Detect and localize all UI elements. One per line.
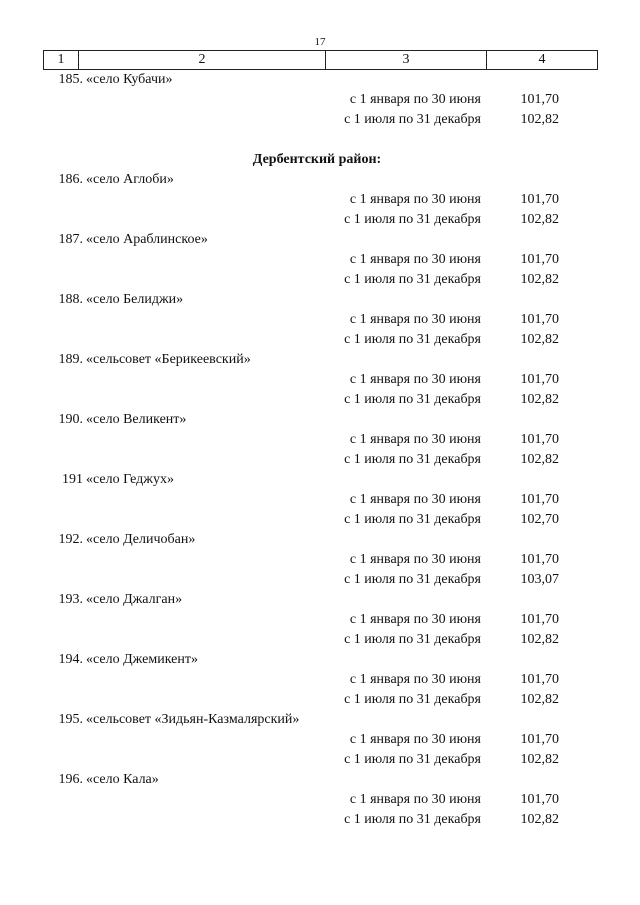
period-row (43, 370, 603, 390)
period-value: 103,07 (520, 572, 559, 587)
settlement-name: «село Араблинское» (86, 232, 208, 247)
table-body (43, 70, 603, 830)
list-item (43, 470, 603, 530)
period-row (43, 90, 603, 110)
period-value: 102,70 (520, 512, 559, 527)
period-row (43, 570, 603, 590)
period-label: с 1 июля по 31 декабря (344, 332, 481, 347)
header-col-1: 1 (44, 51, 79, 69)
period-row (43, 550, 603, 570)
entry-number: 185. (58, 72, 83, 87)
period-value: 102,82 (520, 392, 559, 407)
settlement-name: «село Деличобан» (86, 532, 196, 547)
period-value: 101,70 (520, 612, 559, 627)
period-row (43, 790, 603, 810)
entry-row (43, 290, 603, 310)
period-label: с 1 января по 30 июня (349, 372, 481, 387)
period-label: с 1 января по 30 июня (349, 312, 481, 327)
period-row (43, 210, 603, 230)
period-value: 101,70 (520, 252, 559, 267)
period-value: 101,70 (520, 672, 559, 687)
list-item (43, 170, 603, 230)
period-value: 102,82 (520, 752, 559, 767)
period-label: с 1 июля по 31 декабря (344, 512, 481, 527)
list-item (43, 290, 603, 350)
period-label: с 1 января по 30 июня (349, 612, 481, 627)
entry-number: 191 (62, 472, 83, 487)
period-value: 101,70 (520, 552, 559, 567)
period-row (43, 510, 603, 530)
period-label: с 1 июля по 31 декабря (344, 572, 481, 587)
settlement-name: «село Кубачи» (86, 72, 173, 87)
period-value: 101,70 (520, 732, 559, 747)
period-value: 101,70 (520, 192, 559, 207)
entry-number: 189. (58, 352, 83, 367)
period-label: с 1 января по 30 июня (349, 552, 481, 567)
settlement-name: «сельсовет «Берикеевский» (86, 352, 251, 367)
period-value: 102,82 (520, 332, 559, 347)
period-label: с 1 января по 30 июня (349, 192, 481, 207)
period-label: с 1 января по 30 июня (349, 672, 481, 687)
entries-list (43, 170, 603, 830)
entry-number: 186. (58, 172, 83, 187)
period-row (43, 310, 603, 330)
period-label: с 1 июля по 31 декабря (344, 752, 481, 767)
entry-row (43, 470, 603, 490)
list-item (43, 350, 603, 410)
header-col-3: 3 (326, 51, 487, 69)
period-label: с 1 января по 30 июня (349, 732, 481, 747)
period-value: 102,82 (520, 112, 559, 127)
settlement-name: «сельсовет «Зидьян-Казмалярский» (86, 712, 300, 727)
entry-row (43, 710, 603, 730)
settlement-name: «село Белиджи» (86, 292, 184, 307)
period-row (43, 610, 603, 630)
period-row (43, 750, 603, 770)
period-label: с 1 января по 30 июня (349, 252, 481, 267)
period-row (43, 670, 603, 690)
entry-number: 190. (58, 412, 83, 427)
entry-number: 188. (58, 292, 83, 307)
period-label: с 1 июля по 31 декабря (344, 812, 481, 827)
period-label: с 1 января по 30 июня (349, 432, 481, 447)
entry-row (43, 70, 603, 90)
period-label: с 1 января по 30 июня (349, 492, 481, 507)
period-value: 101,70 (520, 372, 559, 387)
period-row (43, 270, 603, 290)
period-row (43, 330, 603, 350)
period-value: 102,82 (520, 212, 559, 227)
page-number: 17 (314, 36, 326, 48)
period-value: 101,70 (520, 92, 559, 107)
entry-row (43, 170, 603, 190)
period-value: 101,70 (520, 312, 559, 327)
period-label: с 1 июля по 31 декабря (344, 272, 481, 287)
period-row (43, 730, 603, 750)
list-item (43, 70, 603, 130)
period-label: с 1 июля по 31 декабря (344, 632, 481, 647)
period-label: с 1 июля по 31 декабря (344, 452, 481, 467)
period-label: с 1 июля по 31 декабря (344, 392, 481, 407)
period-row (43, 430, 603, 450)
period-label: с 1 июля по 31 декабря (344, 692, 481, 707)
period-row (43, 190, 603, 210)
entry-row (43, 410, 603, 430)
entry-number: 194. (58, 652, 83, 667)
settlement-name: «село Джалган» (86, 592, 183, 607)
period-row (43, 390, 603, 410)
header-col-2: 2 (79, 51, 326, 69)
period-value: 101,70 (520, 432, 559, 447)
period-row (43, 690, 603, 710)
list-item (43, 590, 603, 650)
period-label: с 1 июля по 31 декабря (344, 112, 481, 127)
settlement-name: «село Геджух» (86, 472, 174, 487)
period-value: 102,82 (520, 452, 559, 467)
list-item (43, 530, 603, 590)
period-value: 101,70 (520, 492, 559, 507)
period-value: 102,82 (520, 812, 559, 827)
settlement-name: «село Джемикент» (86, 652, 198, 667)
entry-number: 195. (58, 712, 83, 727)
period-row (43, 110, 603, 130)
period-row (43, 810, 603, 830)
period-label: с 1 июля по 31 декабря (344, 212, 481, 227)
list-item (43, 410, 603, 470)
list-item (43, 650, 603, 710)
period-label: с 1 января по 30 июня (349, 792, 481, 807)
list-item (43, 710, 603, 770)
period-value: 102,82 (520, 632, 559, 647)
period-row (43, 250, 603, 270)
entry-number: 196. (58, 772, 83, 787)
settlement-name: «село Аглоби» (86, 172, 174, 187)
table-header (43, 50, 598, 70)
period-label: с 1 января по 30 июня (349, 92, 481, 107)
entry-row (43, 770, 603, 790)
settlement-name: «село Великент» (86, 412, 187, 427)
header-col-4: 4 (538, 52, 546, 67)
settlement-name: «село Кала» (86, 772, 159, 787)
entry-number: 187. (58, 232, 83, 247)
list-item (43, 770, 603, 830)
entry-row (43, 350, 603, 370)
district-heading: Дербентский район: (252, 152, 382, 167)
entry-row (43, 230, 603, 250)
period-value: 102,82 (520, 272, 559, 287)
entry-number: 192. (58, 532, 83, 547)
entry-number: 193. (58, 592, 83, 607)
period-value: 101,70 (520, 792, 559, 807)
period-row (43, 450, 603, 470)
list-item (43, 230, 603, 290)
entries-before-district (43, 70, 603, 130)
entry-row (43, 590, 603, 610)
period-row (43, 630, 603, 650)
period-row (43, 490, 603, 510)
entry-row (43, 530, 603, 550)
entry-row (43, 650, 603, 670)
period-value: 102,82 (520, 692, 559, 707)
